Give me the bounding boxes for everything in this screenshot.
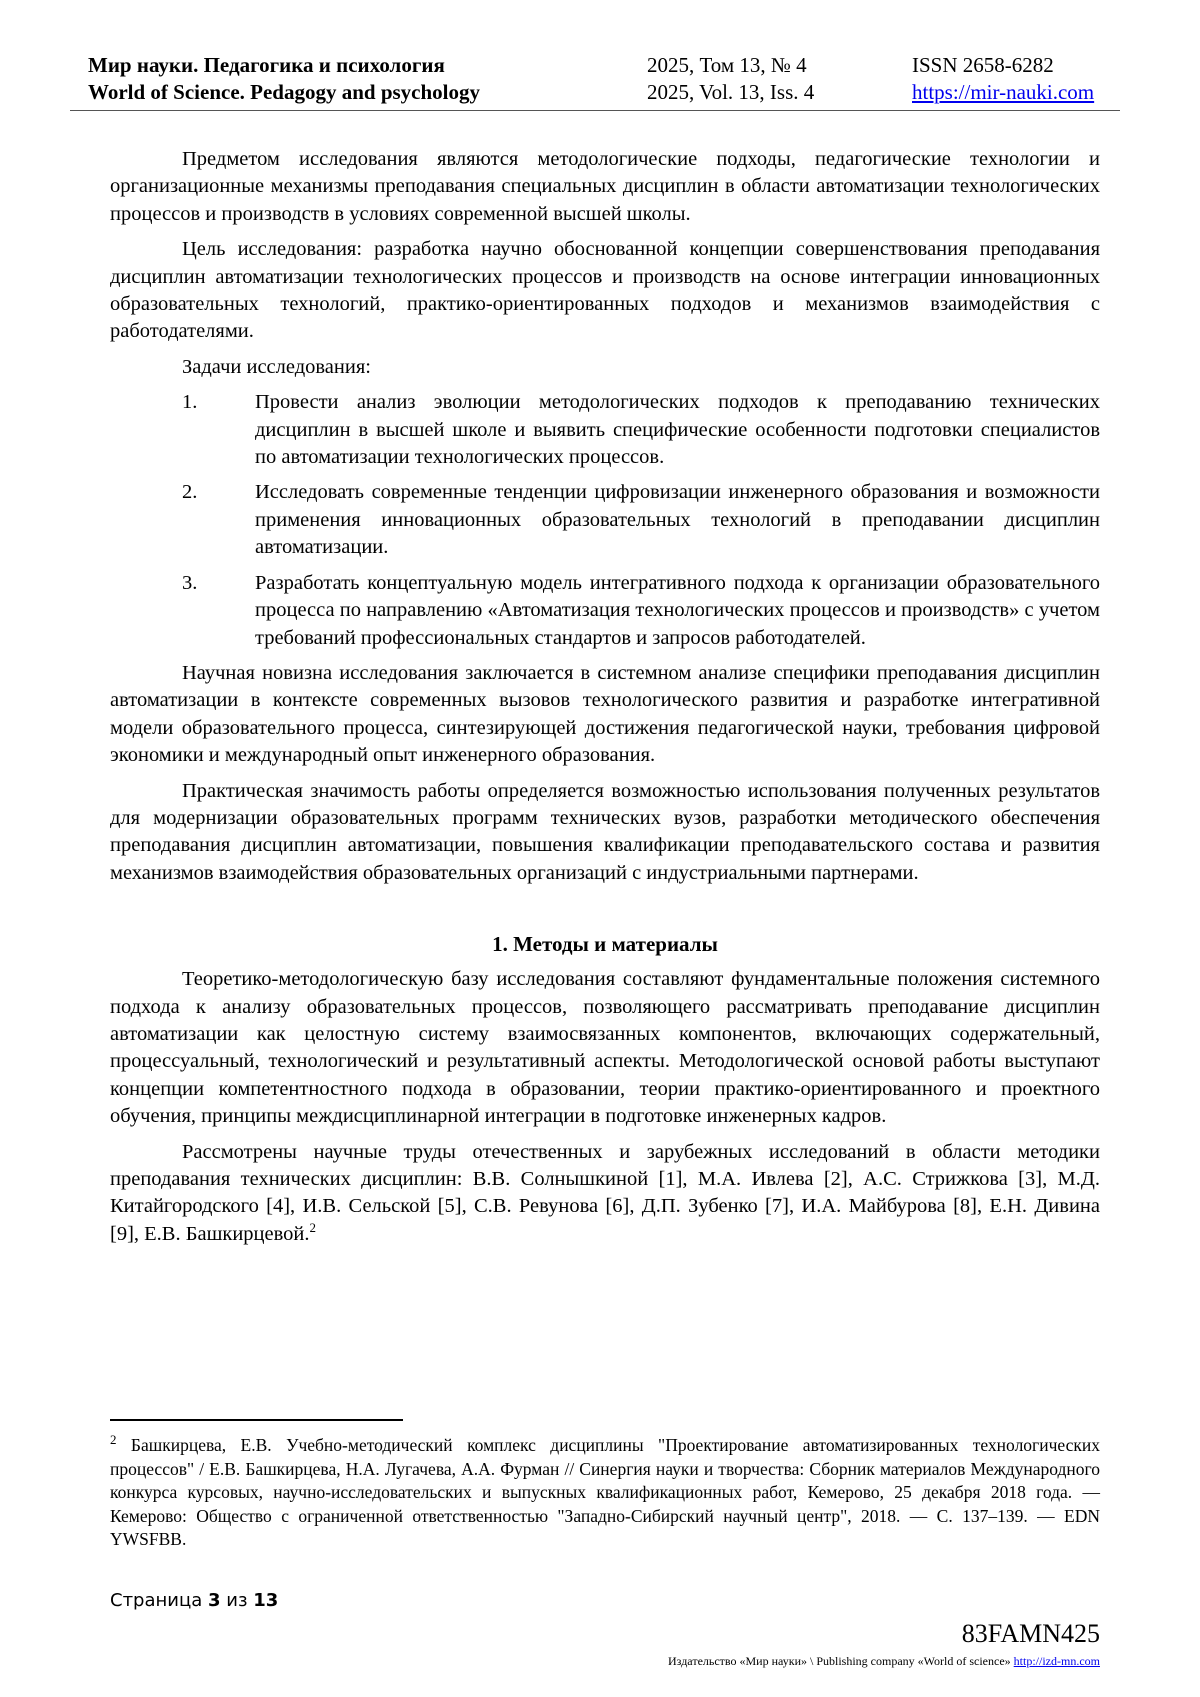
list-item [110, 479, 1100, 561]
publisher-text: Издательство «Мир науки» \ Publishing company «World of science» [668, 1654, 1011, 1668]
paragraph-subject: Предметом исследования являются методологические подходы, педагогические технологии и организационные механизмы преподавания специальных дисциплин в области автоматизации технологических процессов и производств в условиях современной высшей школы. [110, 148, 1100, 225]
journal-title-en: World of Science. Pedagogy and psychology [88, 80, 481, 104]
list-item [110, 570, 1100, 652]
volume-en: 2025, Vol. 13, Iss. 4 [647, 80, 815, 104]
paragraph-novelty: Научная новизна исследования заключается в системном анализе специфики преподавания дисциплин автоматизации в контексте современных вызовов технологического развития и разработке интегративной модели образовательного процесса, синтезирующей достижения педагогической науки, требования цифровой экономики и международный опыт инженерного образования. [110, 661, 1100, 767]
footnote-text: Башкирцева, Е.В. Учебно-методический комплекс дисциплины "Проектирование автоматизированных технологических процессов" / Е.В. Башкирцева, Н.А. Лугачева, А.А. Фурман // Синергия науки и творчества: Сборник материалов Международного конкурса курсовых, научно-исследовательских и выпускных квалификационных работ, Кемерово, 25 декабря 2018 года. — Кемерово: Общество с ограниченной ответственностью "Западно-Сибирский научный центр", 2018. — С. 137–139. — EDN YWSFBB. [110, 1435, 1100, 1549]
paragraph-methodology: Теоретико-методологическую базу исследования составляют фундаментальные положения системного подхода к анализу образовательных процессов, позволяющего рассматривать преподавание дисциплин автоматизации как целостную систему взаимосвязанных компонентов, включающих содержательный, процессуальный, технологический и результативный аспекты. Методологической основой работы выступают концепции компетентностного подхода в образовании, теории практико-ориентированного и проектного обучения, принципы междисциплинарной интеграции в подготовке инженерных кадров. [110, 968, 1100, 1128]
list-item-text: Разработать концептуальную модель интегративного подхода к организации образовательного процесса по направлению «Автоматизация технологических процессов и производств» с учетом требований профессиональных стандартов и запросов работодателей. [255, 571, 1100, 649]
footnote-reference[interactable]: 2 [309, 1219, 317, 1235]
page-current: 3 [208, 1590, 221, 1611]
paragraph-goal: Цель исследования: разработка научно обоснованной концепции совершенствования преподавания дисциплин автоматизации технологических процессов и производств на основе интеграции инновационных образовательных технологий, практико-ориентированных подходов и механизмов взаимодействия с работодателями. [110, 238, 1100, 343]
tasks-list [110, 389, 1100, 652]
publisher-line [668, 1654, 1100, 1669]
publisher-link[interactable]: http://izd-mn.com [1013, 1654, 1100, 1668]
section-heading: 1. Методы и материалы [492, 932, 718, 957]
page-total: 13 [253, 1590, 279, 1611]
paragraph-significance: Практическая значимость работы определяется возможностью использования полученных результатов для модернизации образовательных программ технических вузов, разработки методического обеспечения преподавания дисциплин автоматизации, повышения квалификации преподавательского состава и развития механизмов взаимодействия образовательных организаций с индустриальными партнерами. [110, 779, 1100, 884]
volume-ru: 2025, Том 13, № 4 [647, 53, 807, 77]
page-of: из [226, 1590, 248, 1611]
journal-title-ru: Мир науки. Педагогика и психология [88, 53, 445, 77]
paragraph-literature [110, 1139, 1100, 1249]
list-item-text: Провести анализ эволюции методологических подходов к преподаванию технических дисциплин в высшей школе и выявить специфические особенности подготовки специалистов по автоматизации технологических процессов. [255, 391, 1100, 469]
issn: ISSN 2658-6282 [912, 53, 1054, 77]
article-code: 83FAMN425 [961, 1619, 1100, 1648]
page-label: Страница [110, 1590, 203, 1611]
list-item-number: 1. [182, 391, 198, 414]
footnote-mark: 2 [110, 1432, 117, 1448]
article-body [110, 146, 1100, 1256]
tasks-label: Задачи исследования: [182, 355, 371, 378]
list-item-number: 2. [182, 481, 198, 504]
footnote-divider [110, 1419, 403, 1421]
running-header [70, 52, 1120, 106]
journal-url-link[interactable]: https://mir-nauki.com [912, 80, 1095, 104]
list-item-number: 3. [182, 571, 198, 594]
page-number [110, 1590, 278, 1611]
footnote [110, 1434, 1100, 1552]
paragraph-literature-text: Рассмотрены научные труды отечественных и зарубежных исследований в области методики преподавания технических дисциплин: В.В. Солнышкиной [1], М.А. Ивлева [2], А.С. Стрижкова [3], М.Д. Китайгородского [4], И.В. Сельской [5], С.В. Ревунова [6], Д.П. Зубенко [7], И.А. Майбурова [8], Е.Н. Дивина [9], Е.В. Башкирцевой. [110, 1140, 1100, 1245]
list-item [110, 389, 1100, 471]
header-divider [70, 110, 1120, 111]
list-item-text: Исследовать современные тенденции цифровизации инженерного образования и возможности применения инновационных образовательных технологий в преподавании дисциплин автоматизации. [255, 481, 1100, 559]
